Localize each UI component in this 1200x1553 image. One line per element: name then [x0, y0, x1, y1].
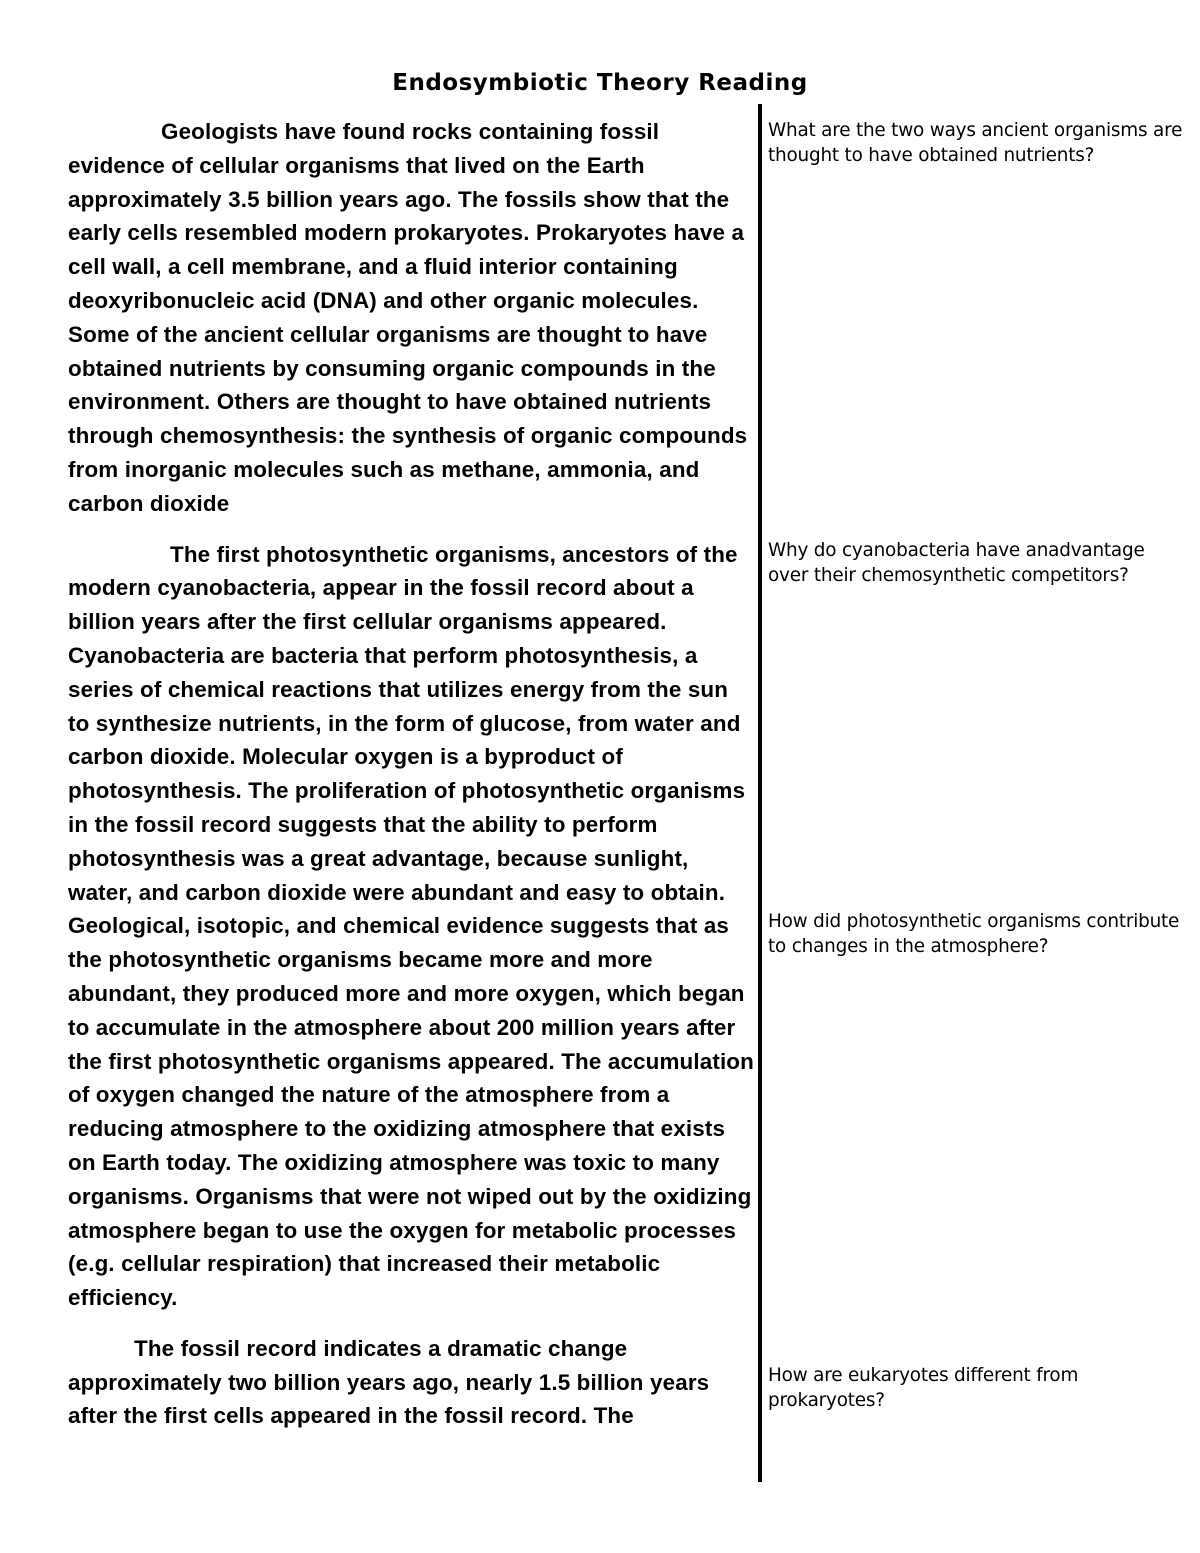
page-title: Endosymbiotic Theory Reading	[392, 70, 808, 96]
reading-paragraph-3: The fossil record indicates a dramatic change approximately two billion years ago, nearly 1.5 billion years after the first cells appeared in the fossil record. The	[68, 1335, 710, 1429]
column-divider	[758, 104, 762, 1482]
reading-column	[68, 115, 754, 1433]
reading-paragraph-1: Geologists have found rocks containing fossil evidence of cellular organisms that lived on the Earth approximately 3.5 billion years ago. The fossils show that the early cells resembled modern prokaryotes. Prokaryotes have a cell wall, a cell membrane, and a fluid interior containing deoxyribonucleic acid (DNA) and other organic molecules. Some of the ancient cellular organisms are thought to have obtained nutrients by consuming organic compounds in the environment. Others are thought to have obtained nutrients through chemosynthesis: the synthesis of organic compounds from inorganic molecules such as methane, ammonia, and carbon dioxide	[68, 119, 748, 516]
reading-paragraph-2: The first photosynthetic organisms, ancestors of the modern cyanobacteria, appear in the fossil record about a billion years after the first cellular organisms appeared. Cyanobacteria are bacteria that perform photosynthesis, a series of chemical reactions that utilizes energy from the sun to synthesize nutrients, in the form of glucose, from water and carbon dioxide. Molecular oxygen is a byproduct of photosynthesis. The proliferation of photosynthetic organisms in the fossil record suggests that the ability to perform photosynthesis was a great advantage, because sunlight, water, and carbon dioxide were abundant and easy to obtain. Geological, isotopic, and chemical evidence suggests that as the photosynthetic organisms became more and more abundant, they produced more and more oxygen, which began to accumulate in the atmosphere about 200 million years after the first photosynthetic organisms appeared. The accumulation of oxygen changed the nature of the atmosphere from a reducing atmosphere to the oxidizing atmosphere that exists on Earth today. The oxidizing atmosphere was toxic to many organisms. Organisms that were not wiped out by the oxidizing atmosphere began to use the oxygen for metabolic processes (e.g. cellular respiration) that increased their metabolic efficiency.	[68, 541, 754, 1311]
margin-question-1: What are the two ways ancient organisms are thought to have obtained nutrients?	[768, 120, 1183, 166]
margin-question-3: How did photosynthetic organisms contribute to changes in the atmosphere?	[768, 911, 1180, 957]
margin-question-4: How are eukaryotes different from prokaryotes?	[768, 1365, 1079, 1411]
margin-question-2: Why do cyanobacteria have anadvantage over their chemosynthetic competitors?	[768, 540, 1145, 586]
